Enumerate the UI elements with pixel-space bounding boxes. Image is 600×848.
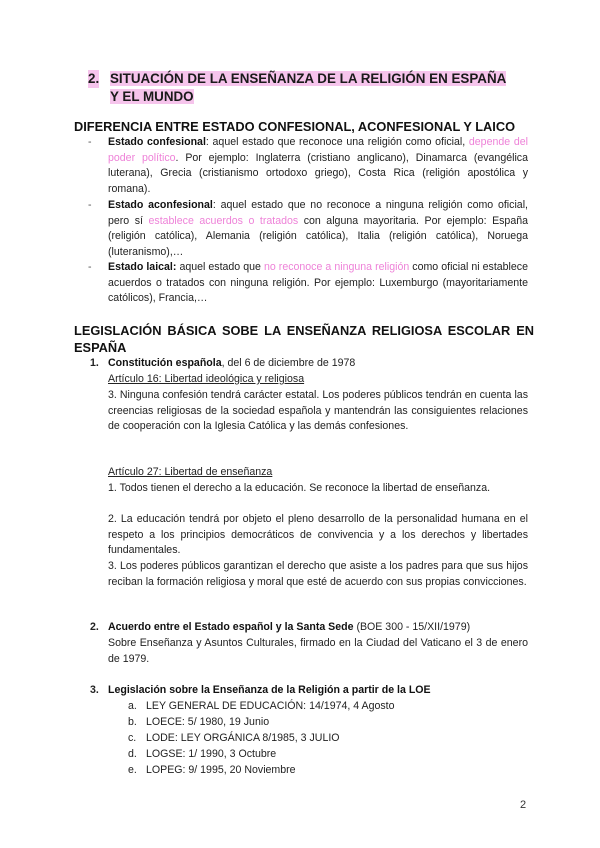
bullet-text: : aquel estado que no reconoce a ninguna religión como oficial, pero sí [108, 199, 528, 227]
acuerdo-text: Sobre Enseñanza y Asuntos Culturales, firmado en la Ciudad del Vaticano el 3 de enero de 1979. [108, 637, 528, 665]
sub-item-letter: d. [128, 748, 137, 760]
item-title: Legislación sobre la Enseñanza de la Religión a partir de la LOE [108, 684, 431, 696]
section-title [88, 70, 538, 106]
sub-item-c [128, 730, 340, 746]
sub-item-a [128, 698, 394, 714]
item-title: Acuerdo entre el Estado español y la Santa Sede [108, 621, 354, 633]
item-number: 2. [90, 621, 99, 633]
section-title-line-2: Y EL MUNDO [110, 89, 194, 104]
page-number: 2 [520, 799, 527, 811]
sub-item-text: LEY GENERAL DE EDUCACIÓN: 14/1974, 4 Agosto [146, 700, 395, 712]
item-number: 1. [90, 357, 99, 369]
art27-p3: 3. Los poderes públicos garantizan el derecho que asiste a los padres para que sus hijos reciban la formación religiosa y moral que esté de acuerdo con sus propias convicciones. [108, 560, 528, 588]
item-date: , del 6 de diciembre de 1978 [221, 357, 356, 369]
bullet-text: . Por ejemplo: Inglaterra (cristiano anglicano), Dinamarca (evangélica luterana), Grecia (cristianismo ortodoxo griego), Costa Rica (religión apostólica y romana). [108, 151, 528, 195]
bullet-estado-confesional [88, 135, 528, 197]
art16-title-text: Artículo 16: Libertad ideológica y religiosa [108, 373, 305, 385]
item-ref: (BOE 300 - 15/XII/1979) [353, 621, 471, 633]
item-number: 3. [90, 684, 99, 696]
sub-item-letter: a. [128, 700, 137, 712]
art27-title [108, 465, 528, 481]
bullet-highlight: no reconoce a ninguna religión [263, 261, 410, 273]
section-number: 2. [88, 71, 100, 86]
bullet-highlight: depende del poder político [108, 136, 528, 164]
bullet-highlight: establece acuerdos o tratados [148, 214, 299, 227]
bullet-estado-laical [88, 260, 528, 307]
bullet-text: : aquel estado que reconoce una religión como oficial, [205, 136, 466, 148]
list-item-legislacion-loe [90, 683, 530, 699]
sub-item-text: LOECE: 5/ 1980, 19 Junio [146, 716, 270, 728]
list-item-acuerdo [90, 620, 530, 636]
sub-item-letter: c. [128, 732, 137, 744]
bullet-term: Estado confesional [108, 136, 206, 148]
list-item-constitucion [90, 356, 530, 372]
sub-item-d [128, 746, 276, 762]
section-title-line-1: SITUACIÓN DE LA ENSEÑANZA DE LA RELIGIÓN EN ESPAÑA [110, 71, 507, 86]
sub-item-letter: e. [128, 764, 137, 776]
bullet-text: como oficial ni establece acuerdos o tratados con ninguna religión. Por ejemplo: Luxemburgo (mayoritariamente católicos), Francia,… [108, 261, 528, 305]
art27-p2: 2. La educación tendrá por objeto el pleno desarrollo de la personalidad humana en el respeto a los principios democráticos de convivencia y a los derechos y libertades fundamentales. [108, 513, 528, 557]
art27-p1: 1. Todos tienen el derecho a la educación. Se reconoce la libertad de enseñanza. [108, 482, 491, 494]
art16-title [108, 372, 528, 388]
bullet-dash: - [88, 136, 92, 148]
sub-item-text: LODE: LEY ORGÁNICA 8/1985, 3 JULIO [146, 732, 340, 744]
sub-item-letter: b. [128, 716, 137, 728]
sub-item-e [128, 762, 296, 778]
art27-title-text: Artículo 27: Libertad de enseñanza [108, 466, 273, 478]
bullet-term: Estado aconfesional [108, 199, 213, 211]
bullet-text: aquel estado que [179, 261, 261, 273]
item-title: Constitución española [108, 357, 222, 369]
heading-diferencia: DIFERENCIA ENTRE ESTADO CONFESIONAL, ACONFESIONAL Y LAICO [74, 119, 516, 134]
sub-item-b [128, 714, 269, 730]
bullet-estado-aconfesional [88, 198, 528, 260]
sub-item-text: LOPEG: 9/ 1995, 20 Noviembre [146, 764, 296, 776]
bullet-term: Estado laical: [108, 261, 177, 273]
bullet-dash: - [88, 261, 92, 273]
sub-item-text: LOGSE: 1/ 1990, 3 Octubre [146, 748, 277, 760]
bullet-text: con alguna mayoritaria. Por ejemplo: España (religión católica), Alemania (religión católica), Italia (religión católica), Noruega (luteranismo),… [108, 214, 528, 258]
bullet-dash: - [88, 199, 92, 211]
heading-legislacion-2: ESPAÑA [74, 340, 127, 355]
heading-legislacion: LEGISLACIÓN BÁSICA SOBE LA ENSEÑANZA RELIGIOSA ESCOLAR EN [74, 323, 534, 338]
art16-text: 3. Ninguna confesión tendrá carácter estatal. Los poderes públicos tendrán en cuenta las creencias religiosas de la sociedad española y mantendrán las consiguientes relaciones de cooperación con la Iglesia Católica y las demás confesiones. [108, 389, 528, 433]
